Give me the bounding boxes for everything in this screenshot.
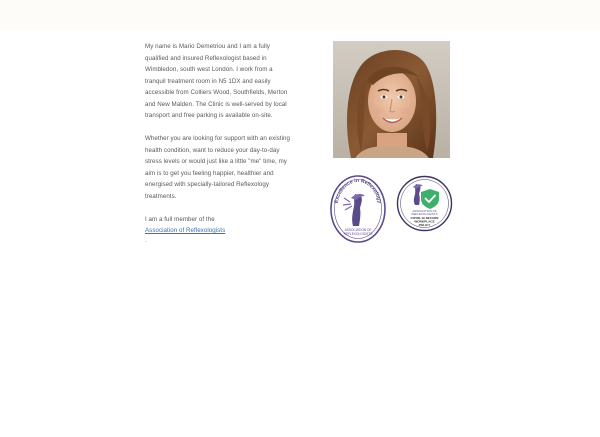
portrait-illustration xyxy=(333,41,450,158)
covid-badge-line2: REFLEXOLOGISTS xyxy=(411,212,438,216)
covid-badge-line5: POLICY xyxy=(418,223,431,227)
bio-paragraph-intro: My name is Mario Demetriou and I am a fully qualified and insured Reflexologist based in Wimbledon, south west London. I work from a tranquil treatment room in N5 1DX and easily accessible from Colliers Wood, Southfields, Merton and New Malden. The Clinic is well-served by local transport and free parking is available on-site. xyxy=(145,43,288,119)
excellence-lower-line2: REFLEXOLOGISTS xyxy=(343,232,373,236)
bio-section xyxy=(145,41,295,245)
portrait-photo xyxy=(333,41,450,158)
trailing-mark: . xyxy=(145,236,147,244)
covid-badge-line4: WORKPLACE xyxy=(414,219,435,224)
covid-secure-badge-icon xyxy=(396,175,453,232)
excellence-lower-line1: ASSOCIATION OF xyxy=(344,228,372,232)
excellence-arc-text: Excellence in Reflexology xyxy=(333,177,383,204)
membership-text xyxy=(145,214,295,245)
header-band xyxy=(0,0,600,30)
association-link[interactable]: Association of Reflexologists xyxy=(145,227,226,234)
excellence-badge xyxy=(329,174,387,244)
membership-label: I am a full member of the xyxy=(145,215,215,223)
excellence-badge-icon xyxy=(329,174,387,244)
covid-secure-badge xyxy=(396,175,453,232)
covid-badge-line1: ASSOCIATION OF xyxy=(412,209,437,213)
bio-paragraph-support: Whether you are looking for support with an existing health condition, want to reduce your day-to-day stress levels or would just like a little "me" time, my aim is to get you feeling happier, healthier and energised with specially-tailored Reflexology treatments. xyxy=(145,135,290,200)
covid-badge-line3: COVID-19 SECURE xyxy=(410,216,439,220)
